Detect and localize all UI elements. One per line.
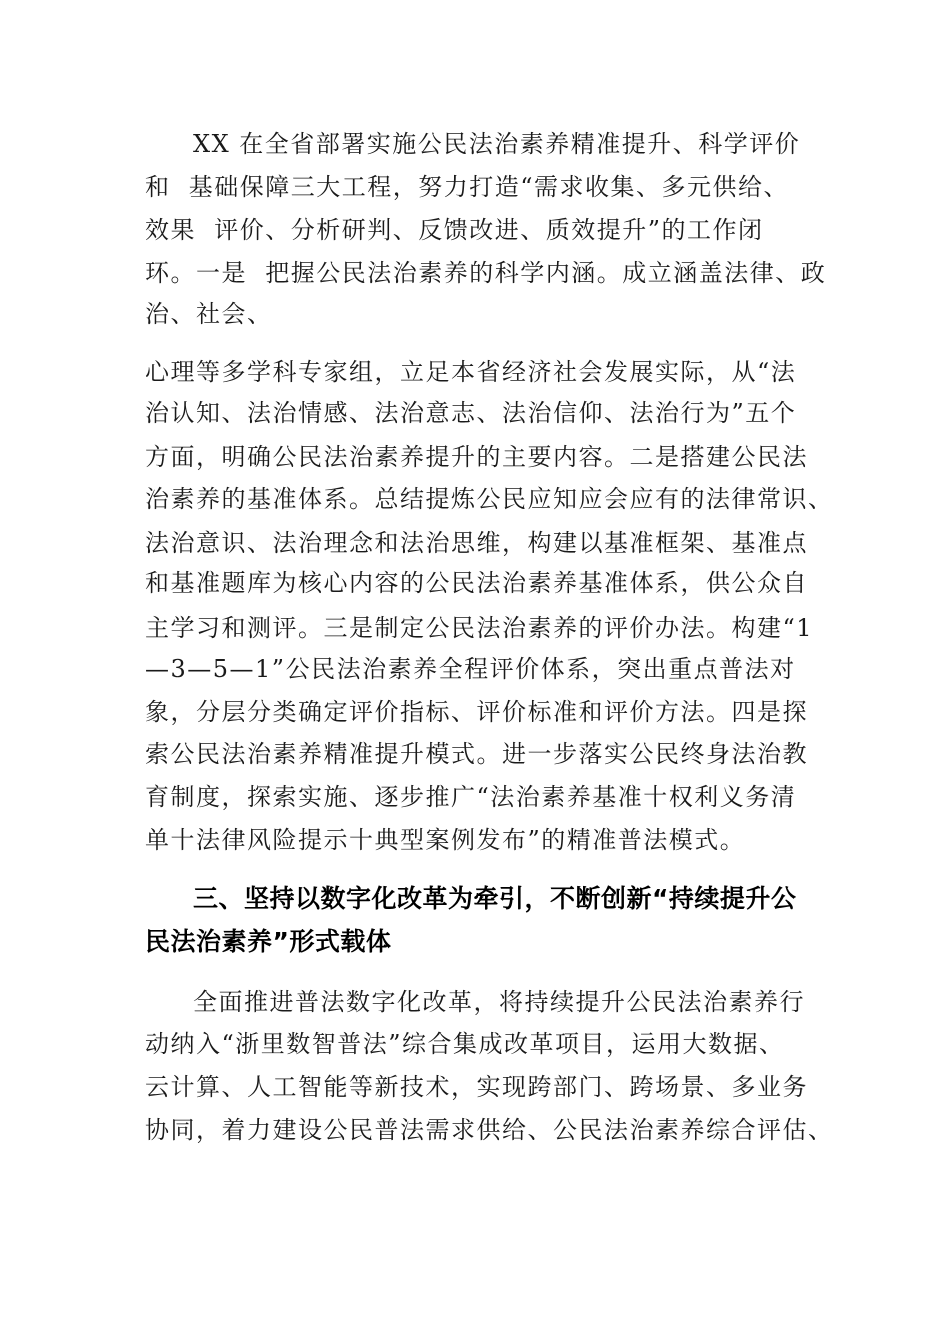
paragraph-line: 和 基础保障三大工程，努力打造“需求收集、多元供给、	[145, 173, 790, 201]
paragraph-line: 心理等多学科专家组，立足本省经济社会发展实际，从“法	[145, 358, 797, 386]
paragraph-line: 治、社会、	[145, 300, 273, 328]
paragraph-line: 协同，着力建设公民普法需求供给、公民法治素养综合评估、	[145, 1116, 834, 1144]
section-heading-line: 三、坚持以数字化改革为牵引，不断创新“持续提升公	[193, 884, 797, 913]
paragraph-line: 效果 评价、分析研判、反馈改进、质效提升”的工作闭	[145, 216, 764, 244]
paragraph-line: 动纳入“浙里数智普法”综合集成改革项目，运用大数据、	[145, 1030, 785, 1058]
paragraph-line: —3—5—1”公民法治素养全程评价体系，突出重点普法对	[145, 655, 796, 683]
paragraph-line: 法治意识、法治理念和法治思维，构建以基准框架、基准点	[145, 529, 808, 557]
paragraph-line: 治认知、法治情感、法治意志、法治信仰、法治行为”五个	[145, 399, 797, 427]
paragraph-line: 和基准题库为核心内容的公民法治素养基准体系，供公众自	[145, 569, 808, 597]
paragraph-line: 方面，明确公民法治素养提升的主要内容。二是搭建公民法	[145, 443, 808, 471]
paragraph-line: 治素养的基准体系。总结提炼公民应知应会应有的法律常识、	[145, 485, 834, 513]
paragraph-line: 全面推进普法数字化改革，将持续提升公民法治素养行	[193, 988, 805, 1016]
paragraph-line: 索公民法治素养精准提升模式。进一步落实公民终身法治教	[145, 740, 808, 768]
section-heading-line: 民法治素养”形式载体	[145, 927, 392, 956]
paragraph-line: 环。一是 把握公民法治素养的科学内涵。成立涵盖法律、政	[145, 259, 827, 287]
paragraph-line: 单十法律风险提示十典型案例发布”的精准普法模式。	[145, 826, 746, 854]
paragraph-line: XX 在全省部署实施公民法治素养精准提升、科学评价	[193, 130, 801, 158]
paragraph-line: 主学习和测评。三是制定公民法治素养的评价办法。构建“1	[145, 614, 814, 642]
paragraph-line: 象，分层分类确定评价指标、评价标准和评价方法。四是探	[145, 698, 808, 726]
paragraph-line: 云计算、人工智能等新技术，实现跨部门、跨场景、多业务	[145, 1073, 808, 1101]
paragraph-line: 育制度，探索实施、逐步推广“法治素养基准十权利义务清	[145, 783, 797, 811]
